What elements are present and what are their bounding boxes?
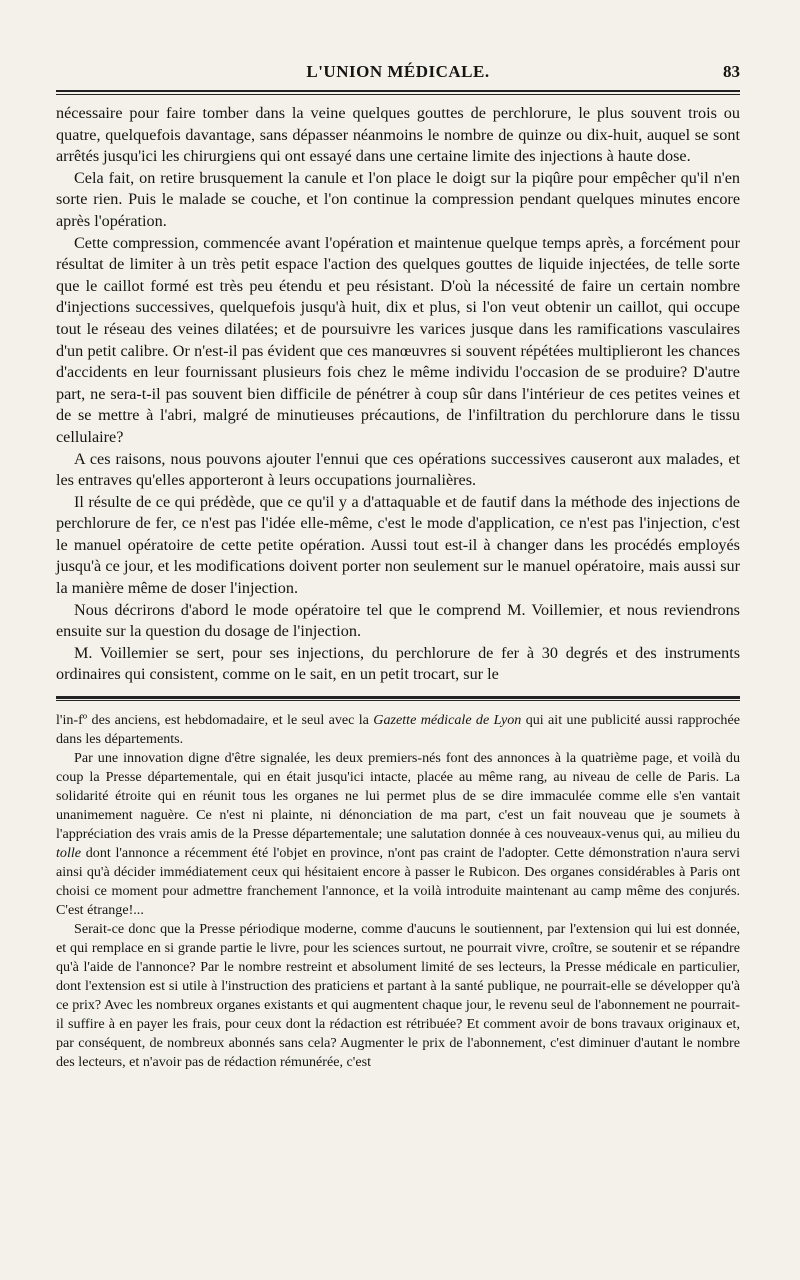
article-paragraph: M. Voillemier se sert, pour ses injections, du perchlorure de fer à 30 degrés et des instruments ordinaires qui consistent, comme on le sait, en un petit trocart, sur le	[56, 643, 740, 684]
text-run: qui ait une publicité aussi rapprochée dans les départements.	[56, 712, 740, 748]
journal-title: L'UNION MÉDICALE.	[306, 62, 490, 81]
feuilleton-paragraph	[56, 749, 740, 920]
article-paragraph: Cette compression, commencée avant l'opération et maintenue quelque temps après, a forcément pour résultat de limiter à un très petit espace l'action des quelques gouttes de liquide injectées, de telle sorte que le caillot formé est très peu étendu et peu résistant. D'où la nécessité de faire un certain nombre d'injections successives, quelquefois jusqu'à huit, dix et plus, si l'on veut obtenir un caillot, qui occupe tout le réseau des veines dilatées; et de poursuivre les varices jusque dans les ramifications vasculaires d'un petit calibre. Or n'est-il pas évident que ces manœuvres si souvent répétées multiplieront les chances d'accidents en leur fournissant plusieurs fois chez le même individu l'occasion de se produire? D'autre part, ne sera-t-il pas souvent bien difficile de pénétrer à coup sûr dans l'intérieur de ces petites veines et de se mettre à l'abri, malgré de minutieuses précautions, de l'infiltration du perchlorure dans le tissu cellulaire?	[56, 233, 740, 446]
header-rule	[56, 90, 740, 95]
italic-word: tolle	[56, 845, 82, 862]
text-run: dont l'annonce a récemment été l'objet en province, n'ont pas craint de l'adopter. Cette démonstration n'aura servi ainsi qu'à décider immédiatement ceux qui hésitaient encore à passer le Rubicon. Des organes considérables à Paris ont choisi ce moment pour admettre franchement l'annonce, et la voilà introduite maintenant au camp même des conjurés. C'est étrange!...	[56, 845, 740, 919]
article-paragraph: Nous décrirons d'abord le mode opératoire tel que le comprend M. Voillemier, et nous reviendrons ensuite sur la question du dosage de l'injection.	[56, 600, 740, 641]
text-run: Par une innovation digne d'être signalée, les deux premiers-nés font des annonces à la quatrième page, et voilà du coup la Presse départementale, qui en était jusqu'ici intacte, placée au même rang, au niveau de celle de Paris. La solidarité étroite qui en réunit tous les organes ne lui permet plus de se dire immaculée comme elle s'en vantait unanimement naguère. Ce n'est ni plainte, ni dénonciation de ma part, c'est un fait nouveau que je soumets à l'appréciation des vrais amis de la Presse départementale; une salutation donnée à ces nouveaux-venus qui, au milieu du	[56, 750, 740, 843]
feuilleton-paragraph	[56, 711, 740, 749]
article-paragraph: A ces raisons, nous pouvons ajouter l'ennui que ces opérations successives causeront aux malades, et les entraves qu'elles apporteront à leurs occupations journalières.	[56, 449, 740, 490]
feuilleton-section	[56, 711, 740, 1072]
article-paragraph: Il résulte de ce qui prédède, que ce qu'il y a d'attaquable et de fautif dans la méthode des injections de perchlorure de fer, ce n'est pas l'idée elle-même, c'est le mode d'application, ce n'est pas l'injection, c'est le manuel opératoire de cette petite opération. Aussi tout est-il à changer dans les procédés employés jusqu'à ce jour, et les modifications doivent porter non seulement sur le manuel opératoire, mais aussi sur la manière même de doser l'injection.	[56, 492, 740, 598]
feuilleton-separator	[56, 696, 740, 701]
feuilleton-paragraph: Serait-ce donc que la Presse périodique moderne, comme d'aucuns le soutiennent, par l'extension qui lui est donnée, et qui remplace en si grande partie le livre, pour les sciences surtout, ne pourrait vivre, croître, se soutenir et se répandre qu'à l'aide de l'annonce? Par le nombre restreint et absolument limité de ses lecteurs, la Presse médicale en particulier, dont l'extension est si utile à l'instruction des praticiens et partant à la santé publique, ne pourrait-elle se développer qu'à ce prix? Avec les nombreux organes existants et qui augmentent chaque jour, le revenu seul de l'abonnement ne pourrait-il suffire à en payer les frais, pour ceux dont la rédaction est rétribuée? Et comment avoir de bons travaux originaux et, par conséquent, de nombreux abonnés sans cela? Augmenter le prix de l'abonnement, c'est diminuer d'autant le nombre des lecteurs, et n'avoir pas de rédaction rémunérée, c'est	[56, 921, 740, 1071]
article-paragraph: Cela fait, on retire brusquement la canule et l'on place le doigt sur la piqûre pour empêcher qu'il n'en sorte rien. Puis le malade se couche, et l'on continue la compression pendant quelques minutes encore après l'opération.	[56, 168, 740, 230]
page-number: 83	[723, 62, 740, 81]
text-run: l'in-fº des anciens, est hebdomadaire, et le seul avec la	[56, 712, 374, 729]
journal-name-italic: Gazette médicale de Lyon	[373, 712, 522, 729]
main-article	[56, 103, 740, 686]
running-header	[56, 52, 740, 86]
article-paragraph: nécessaire pour faire tomber dans la veine quelques gouttes de perchlorure, le plus souvent trois ou quatre, quelquefois davantage, sans dépasser néanmoins le nombre de quinze ou dix-huit, auquel se sont arrêtés jusqu'ici les chirurgiens qui ont essayé dans une certaine limite des injections à haute dose.	[56, 104, 740, 166]
